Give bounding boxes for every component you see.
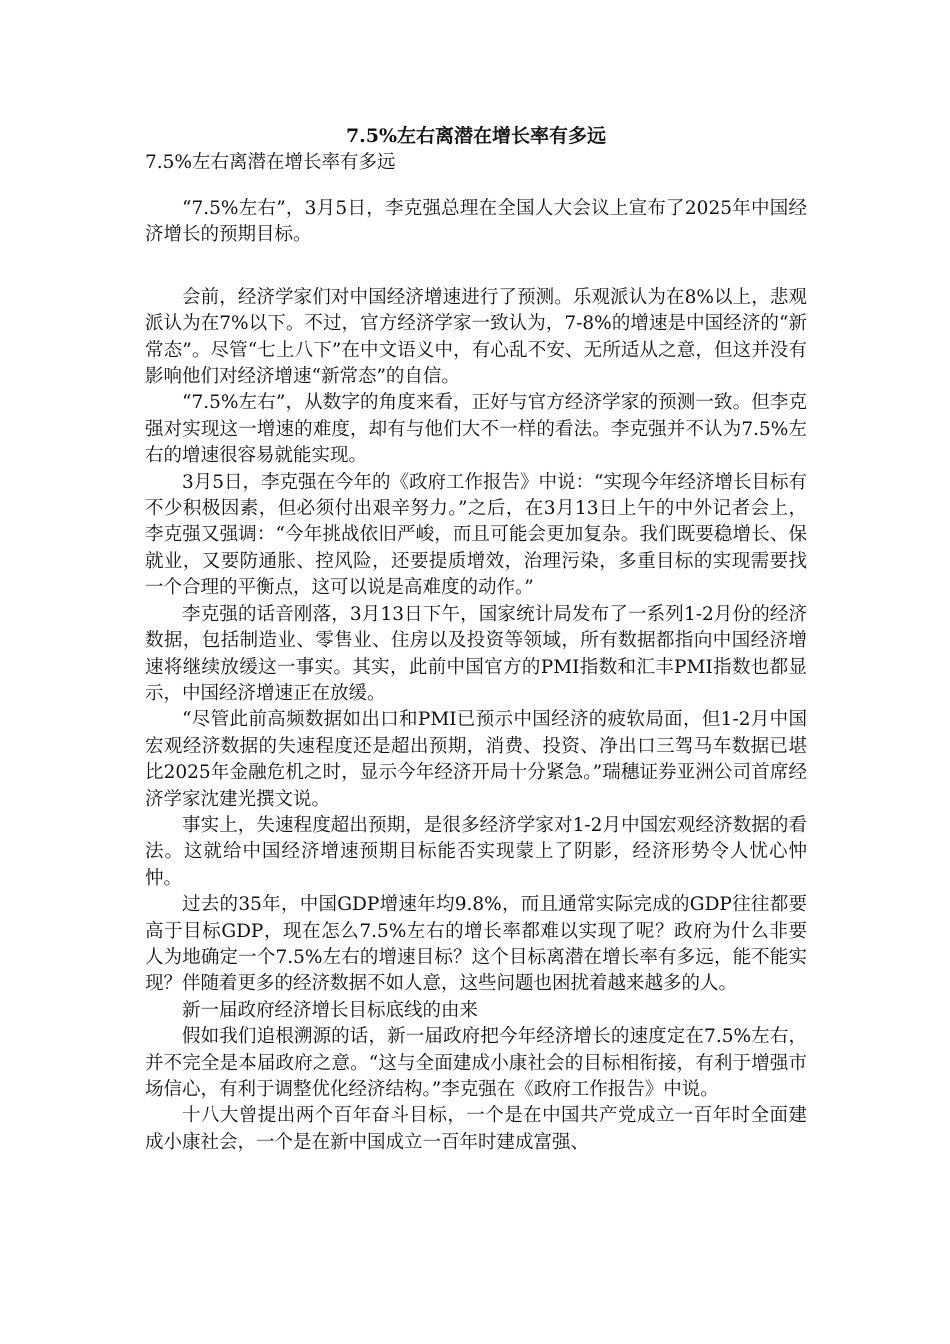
document-subtitle: 7.5%左右离潜在增长率有多远: [145, 152, 396, 173]
document-body: [145, 122, 807, 1156]
paragraph: 十八大曾提出两个百年奋斗目标，一个是在中国共产党成立一百年时全面建成小康社会，一个是在新中国成立一百年时建成富强、: [145, 1105, 807, 1153]
paragraph: 事实上，失速程度超出预期，是很多经济学家对1-2月中国宏观经济数据的看法。这就给中国经济增速预期目标能否实现蒙上了阴影，经济形势令人忧心忡忡。: [145, 814, 807, 889]
paragraph: “7.5%左右”，从数字的角度来看，正好与官方经济学家的预测一致。但李克强对实现这一增速的难度，却有与他们大不一样的看法。李克强并不认为7.5%左右的增速很容易就能实现。: [145, 392, 807, 467]
document-title: 7.5%左右离潜在增长率有多远: [345, 125, 607, 147]
paragraph: “7.5%左右”，3月5日，李克强总理在全国人大会议上宣布了2025年中国经济增长的预期目标。: [145, 198, 807, 246]
paragraph: 李克强的话音刚落，3月13日下午，国家统计局发布了一系列1-2月份的经济数据，包括制造业、零售业、住房以及投资等领域，所有数据都指向中国经济增速将继续放缓这一事实。其实，此前中国官方的PMI指数和汇丰PMI指数也都显示，中国经济增速正在放缓。: [145, 603, 807, 704]
paragraph-spacer: [145, 249, 807, 275]
paragraph: 3月5日，李克强在今年的《政府工作报告》中说：“实现今年经济增长目标有不少积极因素，但必须付出艰辛努力。”之后，在3月13日上午的中外记者会上，李克强又强调：“今年挑战依旧严峻，而且可能会更加复杂。我们既要稳增长、保就业，又要防通胀、控风险，还要提质增效，治理污染，多重目标的实现需要找一个合理的平衡点，这可以说是高难度的动作。”: [145, 471, 808, 599]
paragraph: 过去的35年，中国GDP增速年均9.8%，而且通常实际完成的GDP往往都要高于目标GDP，现在怎么7.5%左右的增长率都难以实现了呢？政府为什么非要人为地确定一个7.5%左右的增速目标？这个目标离潜在增长率有多远，能不能实现？伴随着更多的经济数据不如人意，这些问题也困扰着越来越多的人。: [145, 894, 807, 995]
paragraph: “尽管此前高频数据如出口和PMI已预示中国经济的疲软局面，但1-2月中国宏观经济数据的失速程度还是超出预期，消费、投资、净出口三驾马车数据已堪比2025年金融危机之时，显示今年经济开局十分紧急。”瑞穗证券亚洲公司首席经济学家沈建光撰文说。: [145, 709, 807, 810]
section-heading: 新一届政府经济增长目标底线的由来: [182, 999, 479, 1021]
paragraph: 假如我们追根溯源的话，新一届政府把今年经济增长的速度定在7.5%左右，并不完全是本届政府之意。“这与全面建成小康社会的目标相衔接，有利于增强市场信心，有利于调整优化经济结构。”李克强在《政府工作报告》中说。: [145, 1026, 807, 1100]
paragraph: 会前，经济学家们对中国经济增速进行了预测。乐观派认为在8%以上，悲观派认为在7%以下。不过，官方经济学家一致认为，7-8%的增速是中国经济的“新常态”。尽管“七上八下”在中文语义中，有心乱不安、无所适从之意，但这并没有影响他们对经济增速“新常态”的自信。: [145, 286, 807, 388]
